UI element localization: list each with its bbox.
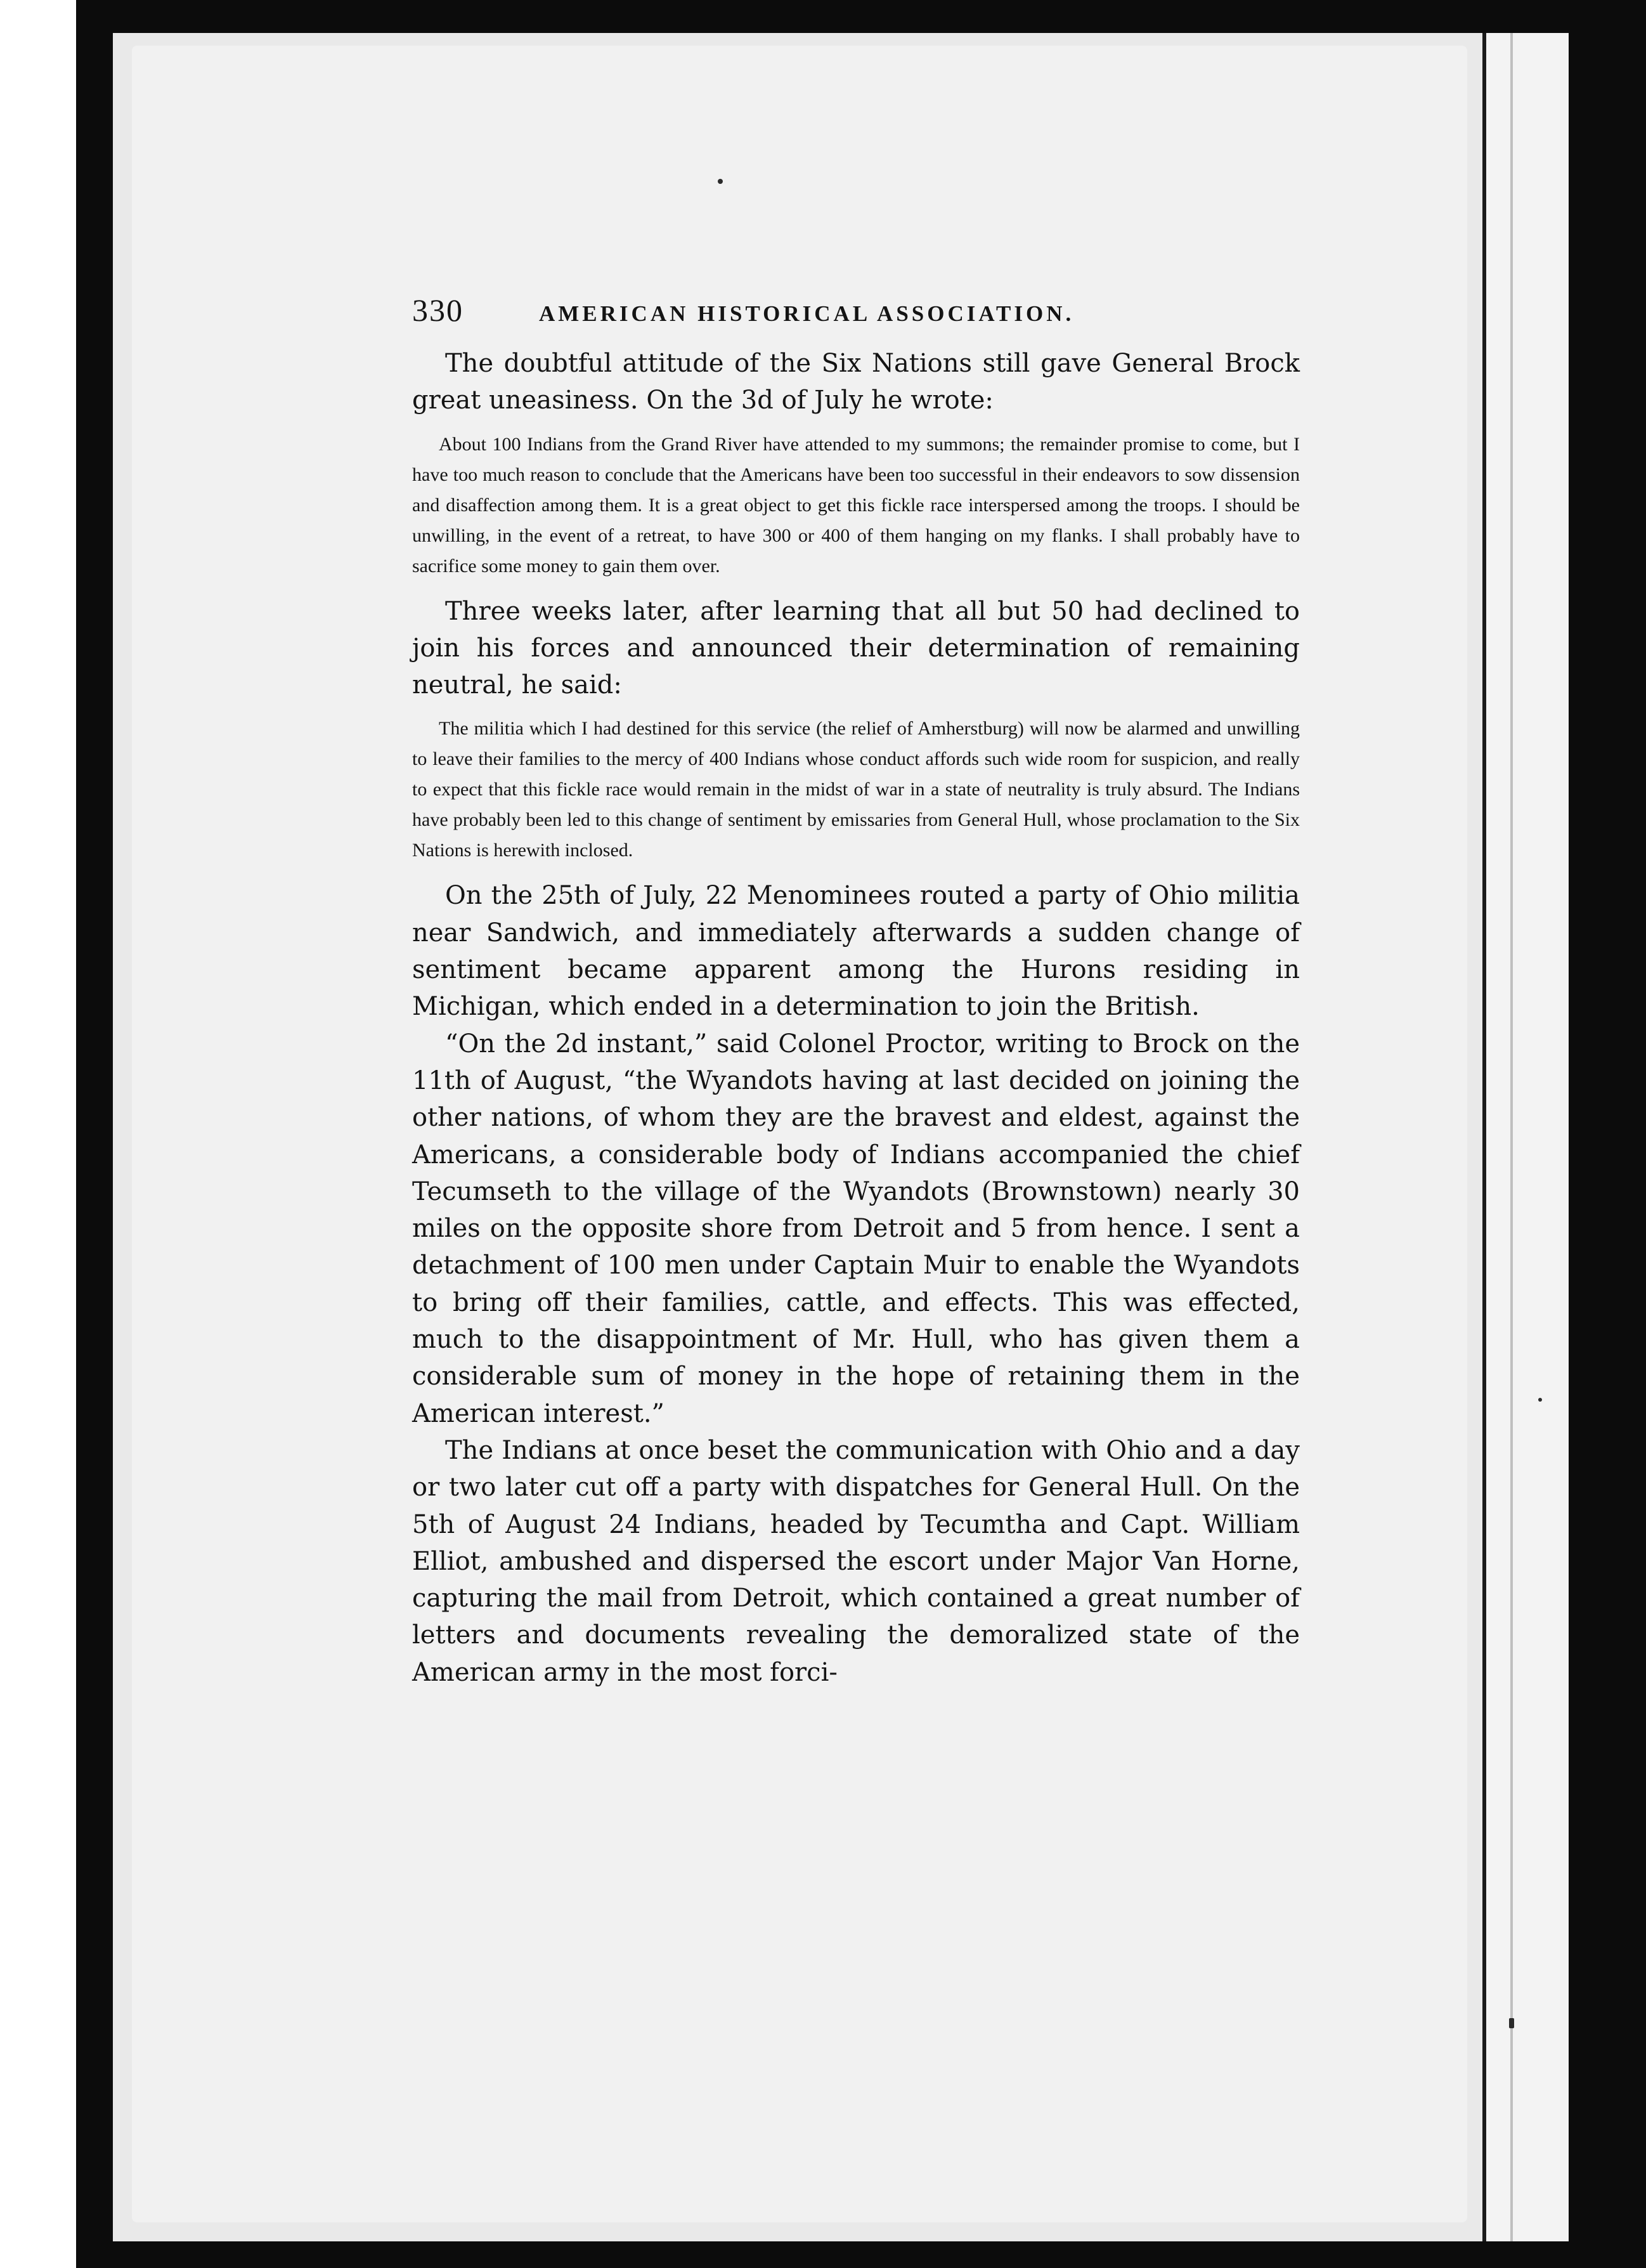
spine-line [1510,33,1513,2241]
quotation-2: The militia which I had destined for this service (the relief of Amherstburg) will now be alarmed and unwilling to leave their families to the mercy of 400 Indians whose conduct affords such wide room for suspicion, and really to expect that this fickle race would remain in the midst of war in a state of neutrality is truly absurd. The Indians have probably been led to this change of sentiment by emissaries from General Hull, whose proclamation to the Six Nations is herewith inclosed. [412,718,1300,861]
paragraph-5: The Indians at once beset the communication with Ohio and a day or two later cut off a party with dispatches for General Hull. On the 5th of August 24 Indians, headed by Tecumtha and Capt. William Elliot, ambushed and dispersed the escort under Major Van Horne, capturing the mail from Detroit, which contained a great number of letters and documents revealing the demoralized state of the American army in the most forci- [412,1435,1300,1687]
ink-speck [718,179,723,184]
paragraph-3: On the 25th of July, 22 Menominees routed a party of Ohio militia near Sandwich, and immediately afterwards a sudden change of sentiment became apparent among the Hurons residing in Michigan, which ended in a determination to join the British. [412,881,1300,1022]
scan-border-right [1565,0,1646,2268]
page-number: 330 [412,292,463,328]
running-head [412,292,1300,329]
page-content [412,292,1300,1691]
paragraph-2: Three weeks later, after learning that all but 50 had declined to join his forces and announced their determination of remaining neutral, he said: [412,596,1300,700]
paragraph-4: “On the 2d instant,” said Colonel Proctor, writing to Brock on the 11th of August, “the Wyandots having at last decided on joining the other nations, of whom they are the bravest and eldest, against the Americans, a considerable body of Indians accompanied the chief Tecumseth to the village of the Wyandots (Brownstown) nearly 30 miles on the opposite shore from Detroit and 5 from hence. I sent a detachment of 100 men under Captain Muir to enable the Wyandots to bring off their families, cattle, and effects. This was effected, much to the disappointment of Mr. Hull, who has given them a considerable sum of money in the hope of retaining them in the American interest.” [412,1029,1300,1428]
ink-speck [1538,1398,1542,1402]
scan-border-top [76,0,1646,33]
ink-speck [1509,2018,1514,2028]
running-title: AMERICAN HISTORICAL ASSOCIATION. [539,301,1075,326]
scan-border-left [76,0,113,2268]
scan-border-bottom [76,2241,1646,2268]
paragraph-1: The doubtful attitude of the Six Nations still gave General Brock great uneasiness. On the 3d of July he wrote: [412,349,1300,415]
quotation-1: About 100 Indians from the Grand River have attended to my summons; the remainder promise to come, but I have too much reason to conclude that the Americans have been too successful in their endeavors to sow dissension and disaffection among them. It is a great object to get this fickle race interspersed among the troops. I should be unwilling, in the event of a retreat, to have 300 or 400 of them hanging on my flanks. I shall probably have to sacrifice some money to gain them over. [412,433,1300,577]
book-spine-strip [1482,33,1569,2241]
